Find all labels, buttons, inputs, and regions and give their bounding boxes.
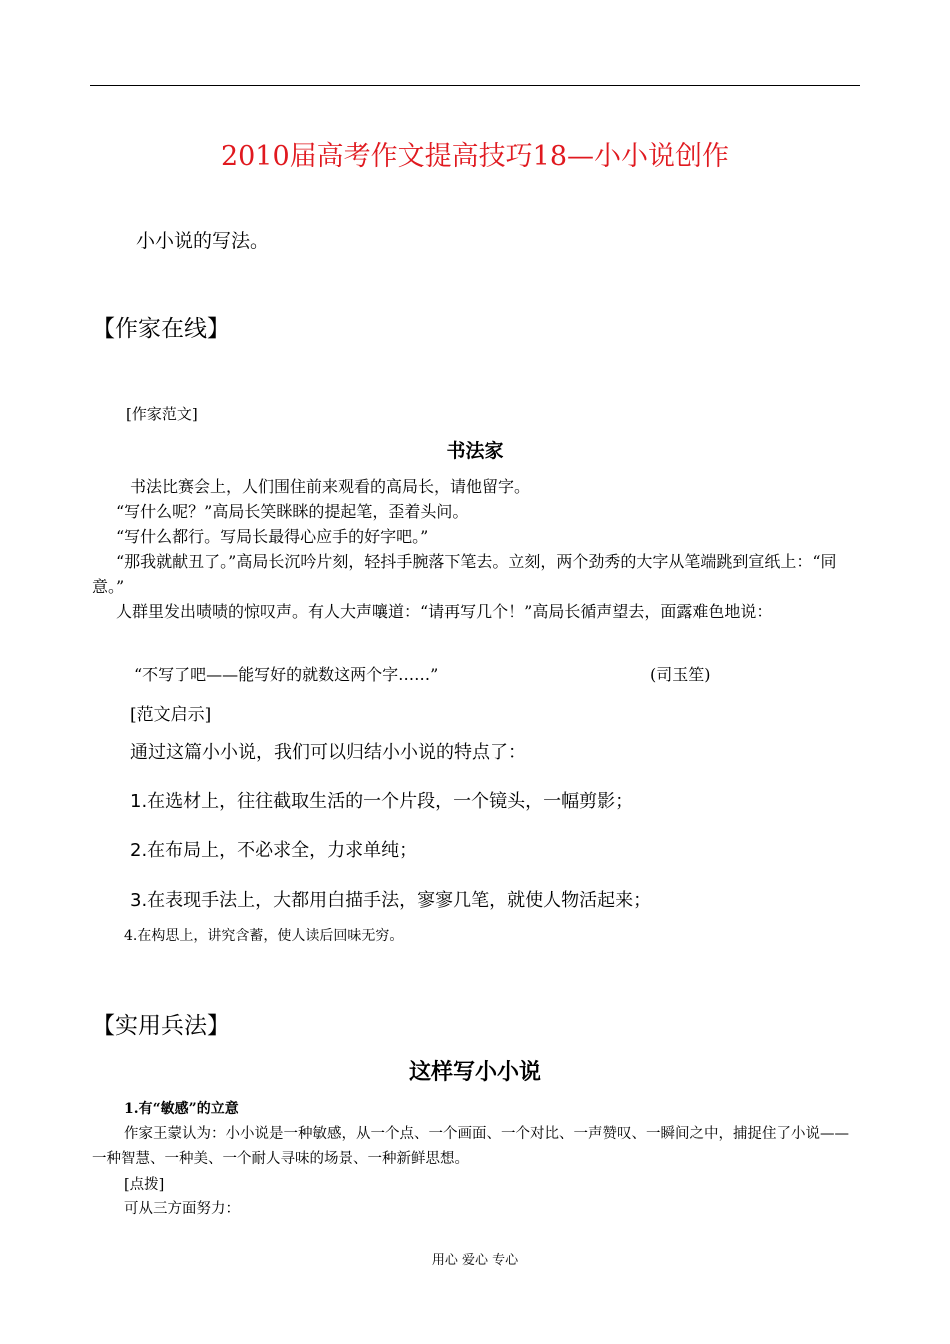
tip-text: 可从三方面努力：: [124, 1201, 240, 1217]
story-line: 书法比赛会上，人们围住前来观看的高局长，请他留字。: [130, 477, 531, 496]
section-heading-practical: 【实用兵法】: [92, 1013, 230, 1039]
item-heading: 1.有“敏感”的立意: [124, 1101, 239, 1117]
document-title: 2010届高考作文提高技巧18—小小说创作: [220, 141, 730, 172]
story-line: “写什么呢？”高局长笑眯眯的提起笔，歪着头问。: [116, 502, 469, 521]
intro-text: 小小说的写法。: [136, 230, 270, 252]
insight-point: 2.在布局上，不必求全，力求单纯；: [130, 840, 418, 861]
header-rule: [90, 85, 860, 86]
insight-point: 3.在表现手法上，大都用白描手法，寥寥几笔，就使人物活起来；: [130, 890, 652, 911]
sample-label: [作家范文]: [126, 405, 198, 423]
section-heading-writer-online: 【作家在线】: [92, 316, 230, 342]
tip-label: [点拨]: [124, 1177, 165, 1193]
insight-point: 1.在选材上，往往截取生活的一个片段，一个镜头，一幅剪影；: [130, 791, 634, 812]
section-subtitle: 这样写小小说: [408, 1060, 541, 1085]
insight-label: [范文启示]: [130, 705, 212, 725]
story-title: 书法家: [446, 440, 504, 462]
story-line: “那我就献丑了。”高局长沉吟片刻，轻抖手腕落下笔去。立刻，两个劲秀的大字从笔端跳到宣纸上：“同意。”: [92, 552, 837, 596]
insight-intro: 通过这篇小小说，我们可以归结小小说的特点了：: [130, 742, 526, 763]
story-author: (司玉笙): [650, 665, 711, 684]
story-last-line: “不写了吧——能写好的就数这两个字……”: [134, 665, 439, 684]
story-line: “写什么都行。写局长最得心应手的好字吧。”: [116, 527, 429, 546]
item-paragraph: 作家王蒙认为：小小说是一种敏感，从一个点、一个画面、一个对比、一声赞叹、一瞬间之中，捕捉住了小说——一种智慧、一种美、一个耐人寻味的场景、一种新鲜思想。: [92, 1126, 849, 1167]
story-line: 人群里发出啧啧的惊叹声。有人大声嚷道：“请再写几个！”高局长循声望去，面露难色地说：: [116, 602, 773, 621]
insight-point-4: 4.在构思上，讲究含蓄，使人读后回味无穷。: [124, 928, 404, 944]
page-footer: 用心 爱心 专心: [431, 1253, 519, 1268]
